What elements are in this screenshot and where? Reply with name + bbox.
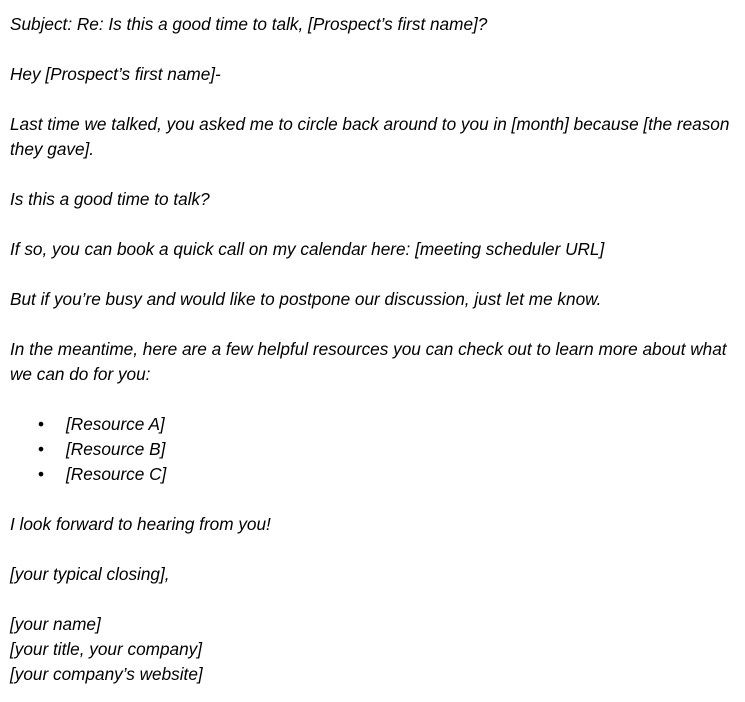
resource-label: [Resource C] bbox=[66, 464, 167, 484]
question-paragraph: Is this a good time to talk? bbox=[10, 189, 210, 209]
signature-name: [your name] bbox=[10, 614, 101, 634]
booking-paragraph: If so, you can book a quick call on my calendar here: [meeting scheduler URL] bbox=[10, 239, 605, 259]
bullet-icon: • bbox=[38, 414, 45, 434]
bullet-icon: • bbox=[38, 464, 45, 484]
list-item bbox=[10, 462, 740, 487]
list-item bbox=[10, 412, 740, 437]
resources-list bbox=[10, 412, 740, 487]
postpone-paragraph: But if you’re busy and would like to postpone our discussion, just let me know. bbox=[10, 289, 602, 309]
followup-paragraph: Last time we talked, you asked me to circle back around to you in [month] because [the reason they gave]. bbox=[10, 114, 730, 159]
signature-block bbox=[10, 612, 740, 687]
look-forward-paragraph: I look forward to hearing from you! bbox=[10, 514, 271, 534]
email-template-document bbox=[10, 12, 740, 687]
greeting: Hey [Prospect’s first name]- bbox=[10, 64, 221, 84]
list-item bbox=[10, 437, 740, 462]
subject-line: Subject: Re: Is this a good time to talk, [Prospect’s first name]? bbox=[10, 14, 488, 34]
signature-title-company: [your title, your company] bbox=[10, 639, 203, 659]
resources-intro-paragraph: In the meantime, here are a few helpful resources you can check out to learn more about what we can do for you: bbox=[10, 339, 727, 384]
closing-line: [your typical closing], bbox=[10, 564, 170, 584]
signature-website: [your company’s website] bbox=[10, 664, 203, 684]
resource-label: [Resource A] bbox=[66, 414, 165, 434]
bullet-icon: • bbox=[38, 439, 45, 459]
resource-label: [Resource B] bbox=[66, 439, 166, 459]
